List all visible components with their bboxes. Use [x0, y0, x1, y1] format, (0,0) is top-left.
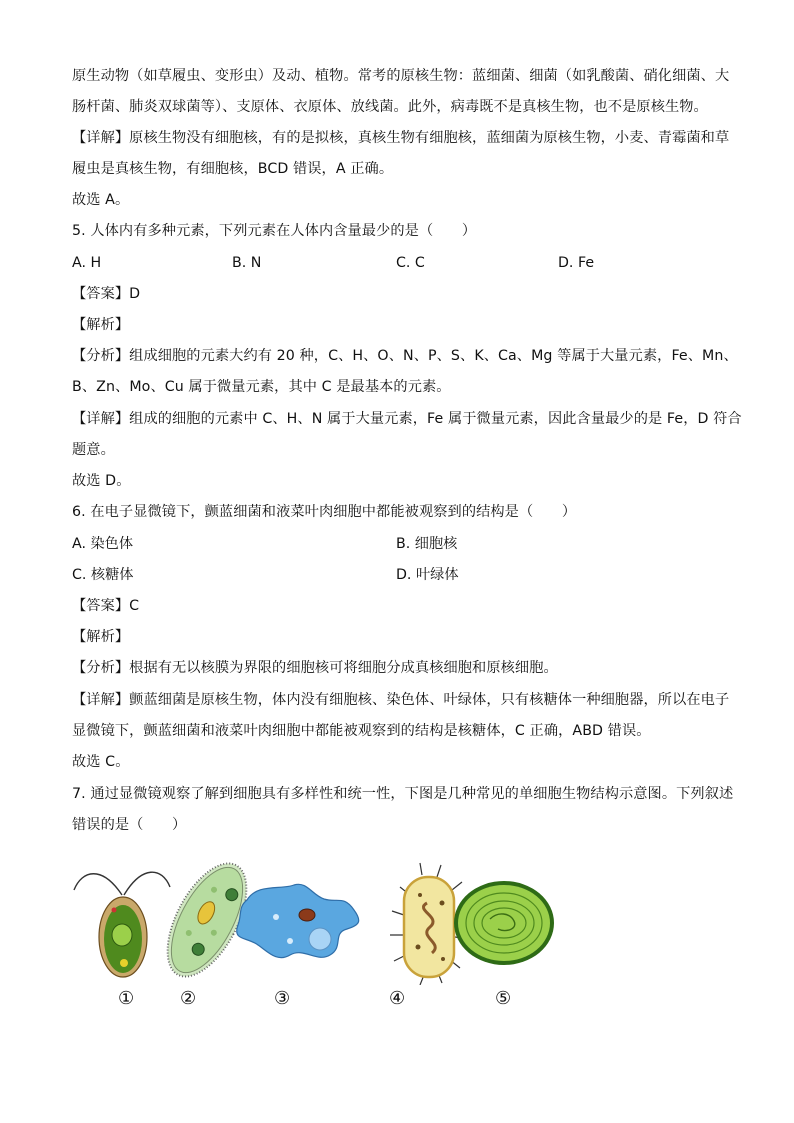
- q6-option-b: B. 细胞核: [396, 536, 458, 552]
- q6-analysis-tag: 【解析】: [72, 629, 130, 645]
- figure-label-4: ④: [389, 988, 406, 1009]
- q6-detail: 显微镜下，颤蓝细菌和液菜叶肉细胞中都能被观察到的结构是核糖体，C 正确，ABD 错误。: [72, 723, 651, 739]
- text-line: 【详解】原核生物没有细胞核，有的是拟核，真核生物有细胞核，蓝细菌为原核生物，小麦、青霉菌和草: [72, 130, 730, 146]
- q5-conclusion: 故选 D。: [72, 473, 131, 489]
- q5-option-d: D. Fe: [558, 255, 595, 271]
- q6-answer: 【答案】C: [72, 598, 140, 614]
- q5-option-b: B. N: [232, 255, 262, 271]
- organisms-figure: [62, 855, 572, 985]
- cyanobacterium-illustration: [454, 881, 554, 965]
- q6-option-d: D. 叶绿体: [396, 567, 459, 583]
- q5-answer: 【答案】D: [72, 286, 141, 302]
- amoeba-illustration: [237, 884, 359, 957]
- q6-option-a: A. 染色体: [72, 536, 134, 552]
- question-6-stem: 6. 在电子显微镜下，颤蓝细菌和液菜叶肉细胞中都能被观察到的结构是（ ）: [72, 504, 577, 520]
- chlamydomonas-illustration: [74, 872, 170, 977]
- text-line: 原生动物（如草履虫、变形虫）及动、植物。常考的原核生物：蓝细菌、细菌（如乳酸菌、硝化细菌、大: [72, 68, 730, 84]
- question-7-stem: 错误的是（ ）: [72, 817, 187, 833]
- question-5-stem: 5. 人体内有多种元素，下列元素在人体内含量最少的是（ ）: [72, 223, 477, 239]
- q5-option-c: C. C: [396, 255, 425, 271]
- text-line: 肠杆菌、肺炎双球菌等）、支原体、衣原体、放线菌。此外，病毒既不是真核生物，也不是原核生物。: [72, 99, 708, 115]
- q6-conclusion: 故选 C。: [72, 754, 130, 770]
- q6-detail: 【详解】颤蓝细菌是原核生物，体内没有细胞核、染色体、叶绿体，只有核糖体一种细胞器，所以在电子: [72, 692, 730, 708]
- q5-analysis: 【分析】组成细胞的元素大约有 20 种，C、H、O、N、P、S、K、Ca、Mg 等属于大量元素，Fe、Mn、: [72, 348, 738, 364]
- q5-detail: 【详解】组成的细胞的元素中 C、H、N 属于大量元素，Fe 属于微量元素，因此含量最少的是 Fe，D 符合: [72, 411, 742, 427]
- figure-label-2: ②: [180, 988, 197, 1009]
- figure-label-5: ⑤: [495, 988, 512, 1009]
- question-7-stem: 7. 通过显微镜观察了解到细胞具有多样性和统一性，下图是几种常见的单细胞生物结构示意图。下列叙述: [72, 786, 734, 802]
- q6-option-c: C. 核糖体: [72, 567, 134, 583]
- q5-analysis: B、Zn、Mo、Cu 属于微量元素，其中 C 是最基本的元素。: [72, 379, 451, 395]
- figure-label-3: ③: [274, 988, 291, 1009]
- text-line: 履虫是真核生物，有细胞核，BCD 错误，A 正确。: [72, 161, 394, 177]
- q5-option-a: A. H: [72, 255, 102, 271]
- q5-analysis-tag: 【解析】: [72, 317, 130, 333]
- q5-detail: 题意。: [72, 442, 115, 458]
- figure-label-1: ①: [118, 988, 135, 1009]
- q6-analysis: 【分析】根据有无以核膜为界限的细胞核可将细胞分成真核细胞和原核细胞。: [72, 660, 558, 676]
- text-line: 故选 A。: [72, 192, 130, 208]
